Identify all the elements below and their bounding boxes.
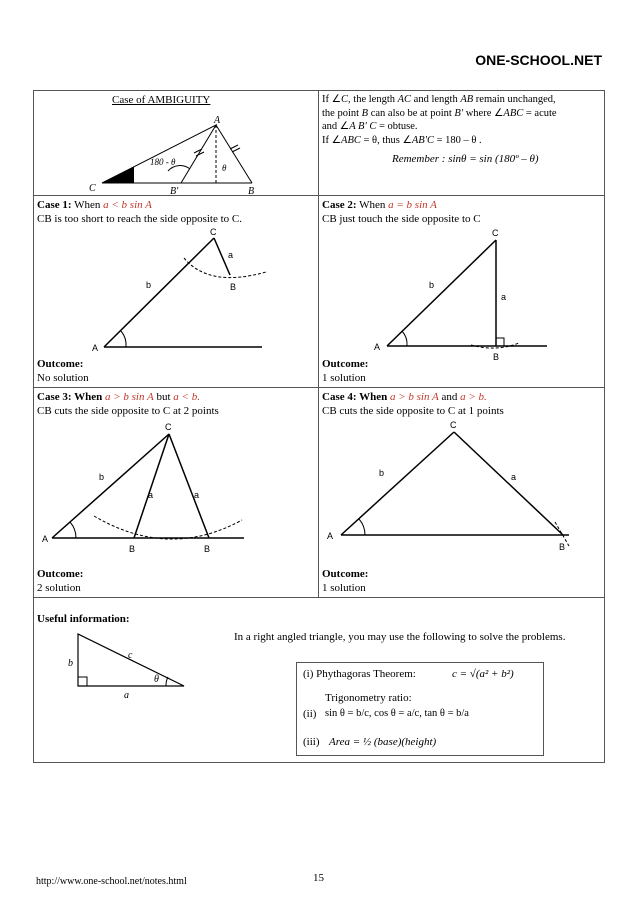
tri-label-c: c — [128, 650, 133, 661]
case1-label-b: b — [146, 280, 152, 290]
case3-diagram — [34, 420, 312, 560]
ambiguity-title: Case of AMBIGUITY — [112, 94, 211, 106]
case1-diagram — [34, 228, 312, 358]
tri-label-a: a — [124, 690, 129, 700]
case1-label-C: C — [210, 228, 217, 237]
formula-box — [296, 662, 544, 756]
case4-outcome: Outcome: 1 solution — [322, 568, 369, 594]
case4-description: CB cuts the side opposite to C at 1 points — [322, 405, 504, 417]
right-triangle-diagram — [54, 630, 194, 700]
useful-title: Useful information: — [37, 613, 130, 625]
item1-formula: c = √(a² + b²) — [452, 668, 514, 680]
label-C: C — [89, 183, 96, 194]
case1-outcome: Outcome: No solution — [37, 358, 89, 384]
case3-label-B2: B — [204, 544, 211, 554]
case4-label-b: b — [379, 468, 385, 478]
label-A: A — [214, 115, 221, 126]
tri-label-theta: θ — [154, 674, 159, 685]
case3-cell — [34, 388, 319, 598]
case3-label-B1: B — [129, 544, 136, 554]
case2-label-B: B — [493, 352, 500, 362]
ambiguity-line2: the point B can also be at point B' where ∠ABC = acute — [322, 107, 557, 119]
label-B: B — [248, 186, 255, 195]
case2-label-C: C — [492, 228, 499, 238]
case4-heading: Case 4: When a > b sin A and a > b. — [322, 391, 487, 403]
ambiguity-line3: and ∠A B' C = obtuse. — [322, 121, 418, 132]
brand-header: ONE-SCHOOL.NET — [475, 52, 602, 68]
item1-label: (i) Phythagoras Theorem: — [303, 668, 416, 680]
case3-label-A: A — [42, 534, 49, 544]
case3-outcome: Outcome: 2 solution — [37, 568, 84, 594]
case4-label-B: B — [559, 542, 566, 552]
case4-label-a: a — [511, 472, 517, 482]
label-theta: θ — [222, 163, 227, 173]
case4-label-C: C — [450, 420, 457, 430]
item2-formula: sin θ = b/c, cos θ = a/c, tan θ = b/a — [325, 708, 469, 719]
item2-title: Trigonometry ratio: — [325, 692, 412, 704]
case2-label-a: a — [501, 292, 507, 302]
case2-label-A: A — [374, 342, 381, 352]
case1-label-B: B — [230, 282, 237, 292]
label-B-prime: B' — [170, 186, 179, 195]
ambiguity-diagram — [34, 91, 314, 195]
case3-description: CB cuts the side opposite to C at 2 points — [37, 405, 219, 417]
case3-heading: Case 3: When a > b sin A but a < b. — [37, 391, 200, 403]
case3-label-C: C — [165, 422, 172, 432]
label-180-theta: 180 - θ — [150, 157, 176, 167]
footer-url[interactable]: http://www.one-school.net/notes.html — [36, 876, 187, 887]
case2-outcome: Outcome: 1 solution — [322, 358, 369, 384]
case2-description: CB just touch the side opposite to C — [322, 213, 481, 225]
ambiguity-text-cell — [319, 91, 605, 196]
case1-cell — [34, 196, 319, 388]
case3-label-a1: a — [148, 490, 154, 500]
case4-cell — [319, 388, 605, 598]
item2-number: (ii) — [303, 708, 317, 720]
ambiguity-table — [33, 90, 605, 763]
ambiguity-diagram-cell — [34, 91, 319, 196]
useful-intro: In a right angled triangle, you may use the following to solve the problems. — [234, 631, 566, 643]
case2-cell — [319, 196, 605, 388]
case1-label-A: A — [92, 343, 99, 353]
case1-label-a: a — [228, 250, 234, 260]
case1-heading: Case 1: When a < b sin A — [37, 199, 152, 211]
useful-info-cell — [34, 598, 605, 763]
page-number: 15 — [313, 872, 324, 884]
case1-description: CB is too short to reach the side opposite to C. — [37, 213, 243, 225]
case3-label-b: b — [99, 472, 105, 482]
case3-label-a2: a — [194, 490, 200, 500]
case2-diagram — [319, 228, 597, 363]
tri-label-b: b — [68, 658, 73, 669]
ambiguity-line1: If ∠C, the length AC and length AB remain unchanged, — [322, 94, 556, 105]
item3-label: (iii) — [303, 736, 320, 748]
case2-heading: Case 2: When a = b sin A — [322, 199, 437, 211]
remember-note: Remember : sinθ = sin (180º – θ) — [392, 153, 539, 165]
case4-label-A: A — [327, 531, 334, 541]
item3-formula: Area = ½ (base)(height) — [329, 736, 437, 748]
case4-diagram — [319, 420, 597, 560]
case2-label-b: b — [429, 280, 435, 290]
ambiguity-line4: If ∠ABC = θ, thus ∠AB'C = 180 – θ . — [322, 134, 482, 146]
